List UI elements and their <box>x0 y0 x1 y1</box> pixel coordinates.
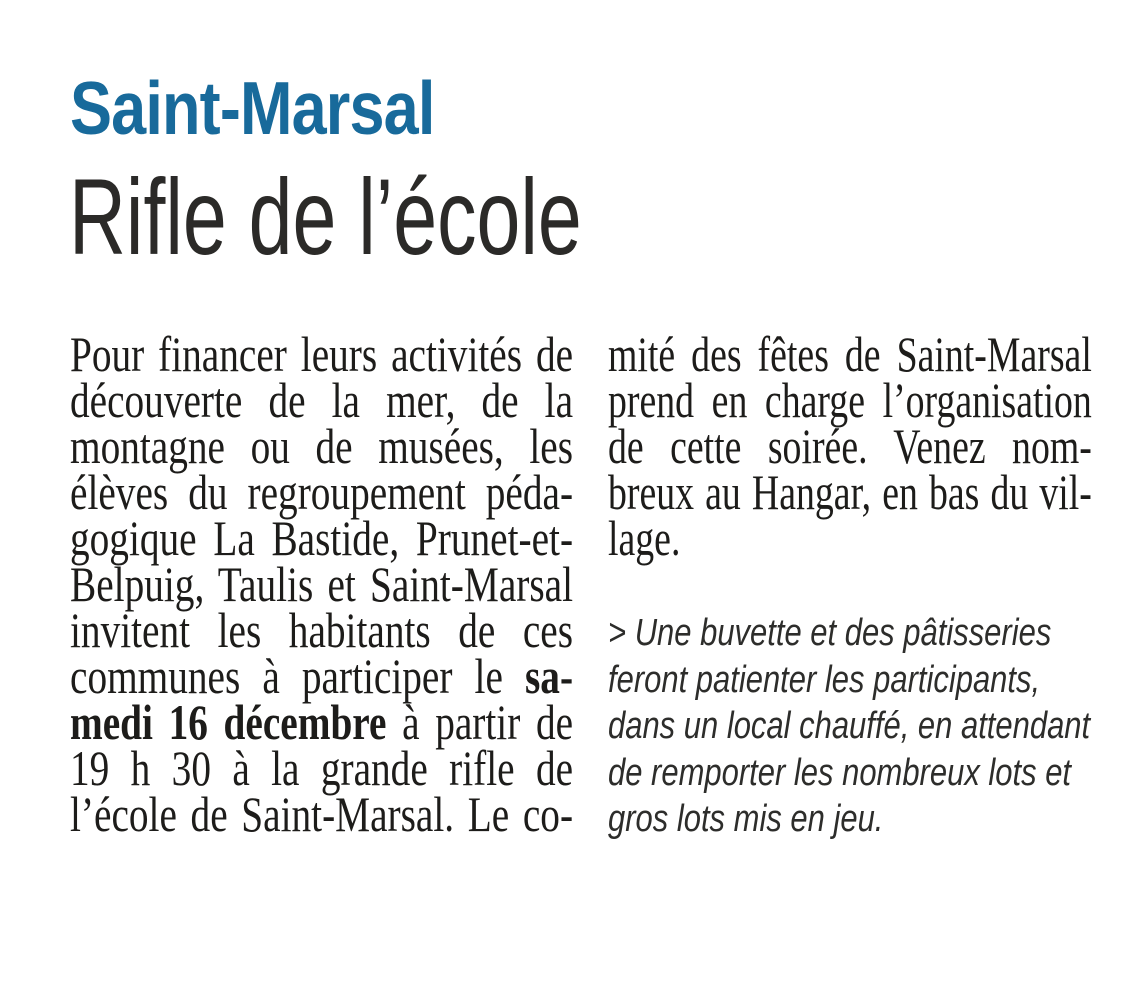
body-line: élèves du regroupement péda- <box>70 464 574 520</box>
note-line: dans un local chauffé, en attendant <box>608 705 1091 747</box>
article-headline: Rifle de l’école <box>69 156 582 277</box>
date-emphasis: medi 16 décembre <box>70 694 387 750</box>
body-line: Belpuig, Taulis et Saint-Marsal <box>70 556 574 612</box>
body-line: découverte de la mer, de la <box>70 372 574 428</box>
section-kicker: Saint-Marsal <box>70 66 435 150</box>
note-line: > Une buvette et des pâtisseries <box>608 612 1052 654</box>
body-line <box>70 648 574 704</box>
column-right <box>608 326 1092 566</box>
note-line: de remporter les nombreux lots et <box>608 751 1072 794</box>
body-line: mité des fêtes de Saint-Marsal <box>608 326 1092 382</box>
body-line: 19 h 30 à la grande rifle de <box>70 740 574 796</box>
body-line: lage. <box>608 510 681 566</box>
body-line: breux au Hangar, en bas du vil- <box>608 464 1092 520</box>
body-line <box>70 694 574 750</box>
note-line: gros lots mis en jeu. <box>608 798 884 840</box>
body-line: prend en charge l’organisation <box>608 372 1092 428</box>
body-line: Pour financer leurs activités de <box>70 326 574 382</box>
body-line: montagne ou de musées, les <box>70 418 574 474</box>
italic-note <box>608 610 1097 843</box>
body-line: invitent les habitants de ces <box>70 602 574 658</box>
body-line: l’école de Saint-Marsal. Le co- <box>70 786 574 842</box>
date-emphasis: sa- <box>525 648 574 704</box>
body-text: communes à participer le <box>70 648 526 704</box>
note-line: feront patienter les participants, <box>608 658 1041 701</box>
column-left <box>70 326 574 842</box>
body-line: de cette soirée. Venez nom- <box>608 418 1092 474</box>
body-text: à partir de <box>386 694 574 750</box>
body-line: gogique La Bastide, Prunet-et- <box>70 510 574 566</box>
